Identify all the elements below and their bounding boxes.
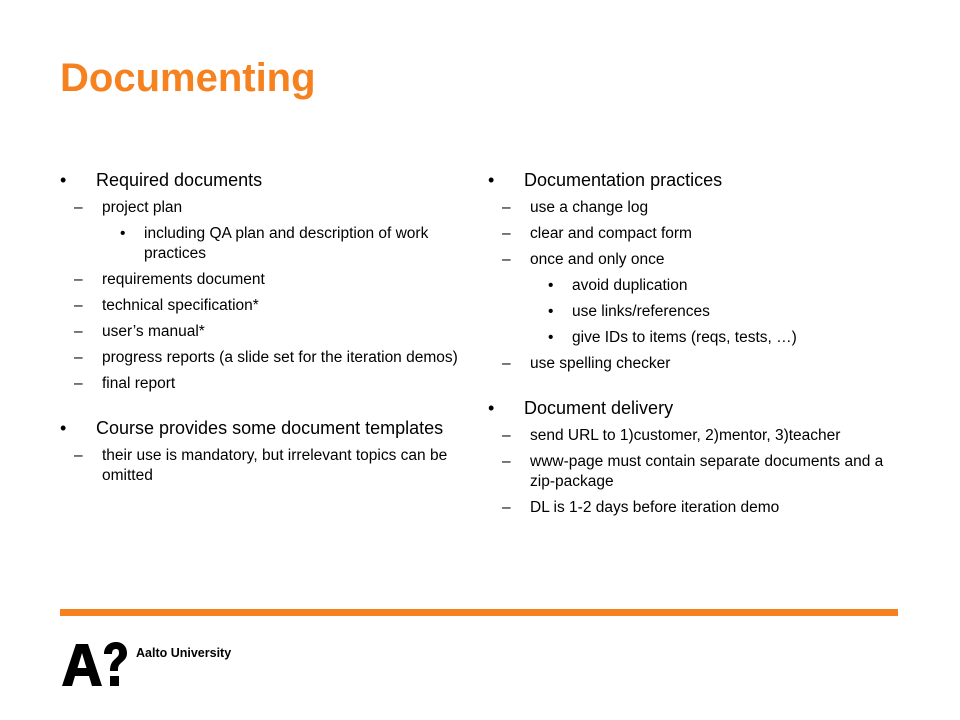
- dash-icon: –: [502, 355, 511, 372]
- sub-item-text: use spelling checker: [530, 355, 671, 372]
- sub-sub-item: [488, 302, 908, 322]
- dash-icon: –: [74, 375, 83, 392]
- bullet-required-documents: [60, 168, 470, 192]
- dash-icon: –: [502, 225, 511, 242]
- sub-item-text: send URL to 1)customer, 2)mentor, 3)teacher: [530, 427, 841, 444]
- sub-sub-item: [488, 328, 908, 348]
- left-column: [60, 168, 470, 486]
- sub-item-text: DL is 1-2 days before iteration demo: [530, 499, 780, 516]
- dot-icon: •: [548, 277, 554, 294]
- bullet-icon: •: [60, 170, 67, 190]
- sub-sub-item-text: avoid duplication: [572, 277, 688, 294]
- bullet-text: Course provides some document templates: [96, 418, 444, 438]
- bullet-documentation-practices: [488, 168, 908, 192]
- dash-icon: –: [502, 427, 511, 444]
- sub-item-text: once and only once: [530, 251, 665, 268]
- orange-divider: [60, 609, 898, 616]
- sub-item: [488, 198, 908, 218]
- dot-icon: •: [548, 329, 554, 346]
- dash-icon: –: [502, 199, 511, 216]
- dash-icon: –: [502, 453, 511, 470]
- right-column: [488, 168, 908, 518]
- aalto-logo-icon: [60, 640, 128, 688]
- sub-item: [488, 498, 908, 518]
- sub-item: [488, 224, 908, 244]
- sub-item-text: requirements document: [102, 271, 265, 288]
- sub-item-text: clear and compact form: [530, 225, 692, 242]
- sub-item-text: progress reports (a slide set for the iteration demos): [102, 349, 458, 366]
- bullet-icon: •: [488, 398, 495, 418]
- bullet-course-templates: [60, 416, 470, 440]
- sub-item: [488, 452, 908, 492]
- sub-item-text: www-page must contain separate documents and a zip-package: [530, 453, 884, 490]
- sub-sub-item: [488, 276, 908, 296]
- bullet-document-delivery: [488, 396, 908, 420]
- sub-sub-item-text: give IDs to items (reqs, tests, …): [572, 329, 797, 346]
- bullet-text: Document delivery: [524, 398, 674, 418]
- dot-icon: •: [120, 225, 126, 242]
- dash-icon: –: [74, 297, 83, 314]
- sub-item: [488, 426, 908, 446]
- dash-icon: –: [74, 199, 83, 216]
- dash-icon: –: [74, 447, 83, 464]
- sub-item: [488, 354, 908, 374]
- sub-item: [488, 250, 908, 270]
- sub-item-text: use a change log: [530, 199, 649, 216]
- bullet-icon: •: [488, 170, 495, 190]
- sub-item-text: project plan: [102, 199, 183, 216]
- dash-icon: –: [74, 349, 83, 366]
- sub-item-text: final report: [102, 375, 176, 392]
- sub-item: [60, 446, 470, 486]
- sub-item: [60, 296, 470, 316]
- dash-icon: –: [74, 323, 83, 340]
- left-bullet-list: [60, 168, 470, 486]
- sub-item-text: technical specification*: [102, 297, 259, 314]
- slide-title: Documenting: [60, 56, 316, 100]
- dash-icon: –: [502, 251, 511, 268]
- sub-item: [60, 270, 470, 290]
- sub-sub-item-text: use links/references: [572, 303, 710, 320]
- university-name: Aalto University: [136, 646, 232, 660]
- sub-sub-item: [60, 224, 470, 264]
- bullet-icon: •: [60, 418, 67, 438]
- sub-sub-item-text: including QA plan and description of work practices: [144, 225, 429, 262]
- sub-item: [60, 348, 470, 368]
- bullet-text: Required documents: [96, 170, 263, 190]
- sub-item-text: their use is mandatory, but irrelevant topics can be omitted: [102, 447, 448, 484]
- sub-item: [60, 374, 470, 394]
- dot-icon: •: [548, 303, 554, 320]
- sub-item-text: user’s manual*: [102, 323, 205, 340]
- dash-icon: –: [502, 499, 511, 516]
- bullet-text: Documentation practices: [524, 170, 723, 190]
- right-bullet-list: [488, 168, 908, 518]
- sub-item: [60, 198, 470, 218]
- dash-icon: –: [74, 271, 83, 288]
- sub-item: [60, 322, 470, 342]
